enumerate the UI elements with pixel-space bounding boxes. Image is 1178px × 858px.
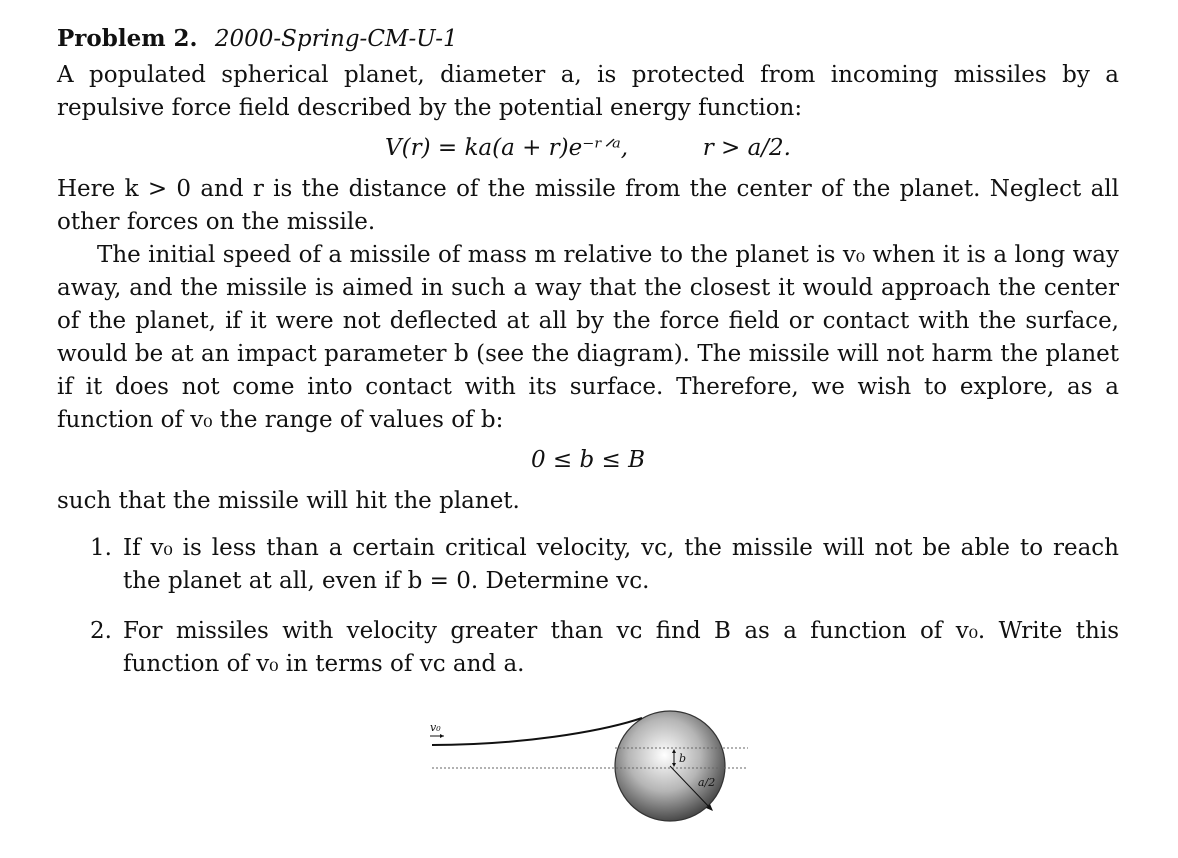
problem-label: Problem 2.	[57, 25, 198, 52]
problem-source: 2000-Spring-CM-U-1	[214, 26, 458, 52]
question-text: If v₀ is less than a certain critical velocity, vᴄ, the missile will not be able to reach the planet at all, even if b = 0. Determine vᴄ.	[123, 535, 1119, 594]
question-number: 2.	[90, 618, 112, 644]
missile-trajectory	[432, 718, 642, 745]
question-number: 1.	[90, 535, 112, 561]
such-that-paragraph: such that the missile will hit the planet.	[57, 488, 520, 514]
planet-diagram	[420, 708, 760, 828]
problem-page	[57, 22, 1119, 698]
potential-equation	[57, 132, 1119, 165]
question-item	[57, 615, 1119, 681]
setup-paragraph: The initial speed of a missile of mass m relative to the planet is v₀ when it is a long way away, and the missile is aimed in such a way that the closest it would approach the center of the planet, if it were not deflected at all by the force field or contact with the surface, would be at an impact parameter b (see the diagram). The missile will not harm the planet if it does not come into contact with its surface. Therefore, we wish to explore, as a function of v₀ the range of values of b:	[57, 242, 1119, 433]
potential-condition: r > a/2.	[702, 135, 791, 161]
question-item	[57, 532, 1119, 598]
problem-heading	[57, 22, 1119, 56]
intro-paragraph: A populated spherical planet, diameter a, is protected from incoming missiles by a repulsive force field described by the potential energy function:	[57, 62, 1119, 121]
range-formula: 0 ≤ b ≤ B	[530, 447, 646, 473]
radius-label: a/2	[698, 776, 716, 789]
question-list	[57, 532, 1119, 681]
potential-formula: V(r) = ka(a + r)e⁻ʳᐟᵃ,	[385, 135, 629, 161]
impact-label: b	[679, 752, 687, 765]
question-text: For missiles with velocity greater than vᴄ find B as a function of v₀. Write this function of v₀ in terms of vᴄ and a.	[123, 618, 1119, 677]
range-equation	[57, 444, 1119, 477]
velocity-label: v₀	[430, 721, 441, 734]
definitions-paragraph: Here k > 0 and r is the distance of the missile from the center of the planet. Neglect all other forces on the missile.	[57, 176, 1119, 235]
